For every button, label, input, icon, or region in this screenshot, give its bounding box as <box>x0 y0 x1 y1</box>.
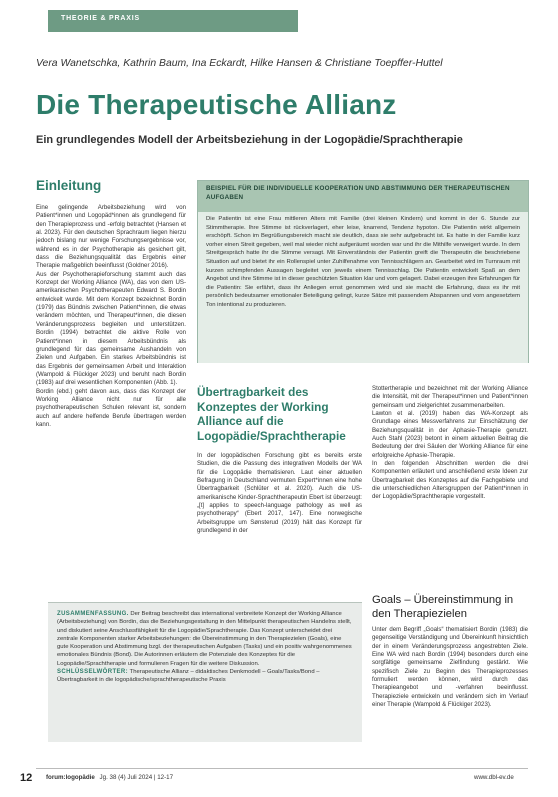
goals-heading: Goals – Übereinstimmung in den Therapiezielen <box>372 594 514 620</box>
example-box-heading: BEISPIEL FÜR DIE INDIVIDUELLE KOOPERATION UND ABSTIMMUNG DER THERAPEUTISCHEN AUFGABEN <box>206 185 510 201</box>
example-box-body <box>198 212 528 363</box>
intro-paragraph: Eine gelingende Arbeitsbeziehung wird von Patient*innen und Logopäd*innen als grundlegend für den Therapieprozess und -erfolg betrachtet (Hansen et al. 2023). Für den deutschen Sprachraum liegen hierzu jedoch bislang nur wenige Forschungsergebnisse vor, während es in der Psychotherapie als gesichert gilt, dass die Beziehungsqualität das Ergebnis einer Therapie maßgeblich beeinflusst (Goldner 2016). <box>36 204 186 270</box>
page-number: 12 <box>20 772 33 784</box>
footer-divider <box>36 768 528 769</box>
goals-paragraph: Unter dem Begriff „Goals“ thematisiert Bordin (1983) die gegenseitige Verständigung und Übereinkunft hinsichtlich der in einem Veränderungsprozess angestrebten Ziele. Eine WA wird nach Bordin (1994) besonders durch eine sorgfältige gemeinsame Zielfindung gestärkt. Wie spezifisch Ziele zu Beginn des Therapieprozesses formuliert werden können, wird durch das Therapieangebot und -verfahren beeinflusst. Therapieziele entwickeln und verändern sich im Verlauf einer Therapie (Wampold & Flückiger 2023). <box>372 626 528 709</box>
article-subtitle: Ein grundlegendes Modell der Arbeitsbeziehung in der Logopädie/Sprachtherapie <box>36 134 463 146</box>
intro-paragraph: Bordin (ebd.) geht davon aus, dass das Konzept der Working Alliance nicht nur für alle psychotherapeutischen Schulen relevant ist, sondern auch auf andere helfende Berufe übertragen werden kann. <box>36 387 186 428</box>
section-label-bar <box>48 10 298 32</box>
keywords-label: SCHLÜSSELWÖRTER: <box>57 669 129 676</box>
transfer-paragraph: In der logopädischen Forschung gibt es bereits erste Studien, die die Passung des integrativen Modells der WA für die Logopädie thematisieren. Laut einer aktuellen Befragung in Deutschland vermuten Expert*innen eine hohe Übertragbarkeit (Schlüter et al. 2020). Auch die US-amerikanische Kinder-Sprachtherapeutin Ebert ist überzeugt: „[t] applies to speech-language pathology as well as psychotherapy“ (Ebert 2017, 147). Eine norwegische Arbeitsgruppe um Sønsterud (2019) hält das Konzept für grundlegend in der <box>197 452 362 535</box>
transfer-text-column <box>197 452 362 577</box>
summary-text: Der Beitrag beschreibt das international verbreitete Konzept der Working Alliance (Arbeitsbeziehung) von Bordin, das die Beziehungsgestaltung in den Mittelpunkt therapeutischen Handelns stellt, und diskutiert seine Anschlussfähigkeit für die Logopädie/Sprachtherapie. Das Konzept unterscheidet drei zentrale Komponenten starker Arbeitsbeziehungen: die Übereinstimmung in den Therapiezielen (Goals), eine gute Kooperation und Abstimmung bzgl. der therapeutischen Aufgaben (Tasks) und ein positiv wahrgenommenes emotionales Bündnis (Bond). Die Autorinnen erläutern die Potenziale des Konzeptes für die Logopädie/Sprachtherapie und formulieren Fragen für die weitere Diskussion. <box>57 611 352 667</box>
example-box-header <box>198 181 528 212</box>
example-box-text: Die Patientin ist eine Frau mittleren Alters mit Familie (drei kleinen Kindern) und kommt in der 6. Stunde zur Stimmtherapie. Ihre Stimme ist rückverlagert, eher leise, knarrend, Tendenz hypoton. Die Patientin wirkt allgemein erschöpft. Schon im Begrüßungsbereich macht sie deutlich, dass sie sehr aufgebracht ist. Es hatte in der Familie kurz vorher einen Streit gegeben, weil mal wieder nicht aufgeräumt worden war und ihr die Mithilfe verweigert wurde. In dem Streitgespräch hatte ihr die Stimme versagt. Mit Einverständnis der Patientin greift die Therapeutin die beschriebene Situation auf und bietet ihr ein Rollenspiel unter Zuhilfenahme von Tennisschlägern an. Gearbeitet wird im Turnraum mit kurzen schimpfenden Aussagen begleitet von jeweils einem Tennisschlag. Die Patientin entwickelt Spaß an dem Angebot und ihre Stimme ist in dieser geschützten Situation klar und vom gelagert. Dabei erzeugen ihre Erfahrungen für die Patientin: Sie erfährt, dass ihr Anliegen ernst genommen wird und sie macht die Erfahrung, dass es ihr mit persönlich bedeutsamer emotionaler Beteiligung gelingt, kurze Sätze mit passendem Abspannen und vorn angesetztem Ton intentional zu produzieren. <box>206 216 520 308</box>
right-text-column <box>372 385 528 585</box>
transfer-heading: Übertragbarkeit des Konzeptes der Working Alliance auf die Logopädie/Sprachtherapie <box>197 385 346 443</box>
intro-heading: Einleitung <box>36 178 102 193</box>
article-title: Die Therapeutische Allianz <box>36 89 397 120</box>
footer-journal <box>46 774 173 781</box>
journal-name: forum:logopädie <box>46 774 95 781</box>
right-paragraph: Lawton et al. (2019) haben das WA-Konzept als Grundlage eines Messverfahrens zur Einschätzung der Beziehungsqualität in der Aphasie-Therapie genutzt. Auch Stahl (2023) betont in einem aktuellen Beitrag die Bedeutung der drei Säulen der Working Alliance für eine erfolgreiche Aphasie-Therapie. <box>372 410 528 459</box>
journal-issue: Jg. 38 (4) Juli 2024 | 12-17 <box>99 774 174 781</box>
summary-paragraph <box>57 610 353 668</box>
footer-url[interactable]: www.dbl-ev.de <box>474 774 514 781</box>
right-paragraph: In den folgenden Abschnitten werden die drei Komponenten erläutert und anschließend erste Ideen zur Übertragbarkeit des Konzeptes auf die Fachgebiete und die unterschiedlichen Altersgruppen der Patient*innen in der Logopädie/Sprachtherapie vorgestellt. <box>372 460 528 501</box>
intro-paragraph: Aus der Psychotherapieforschung stammt auch das Konzept der Working Alliance (WA), das von dem US-amerikanischen Psychotherapeuten Edward S. Bordin entwickelt wurde. Mit dem Konzept bezeichnet Bordin (1979) das Bündnis zwischen Patient*innen, die etwas verändern möchten, und Therapeut*innen, die diesen Veränderungsprozess begleiten und unterstützen. Bordin (1994) betrachtet die aktive Rolle von Patient*innen in diesem Arbeitsbündnis als grundlegend für das gemeinsame Aushandeln von Zielen und Aufgaben. Ein starkes Arbeitsbündnis ist das Ergebnis der gemeinsamen Arbeit und Interaktion (Wampold & Flückiger 2023) und beruht nach Bordin (1983) auf drei wesentlichen Komponenten (Abb. 1). <box>36 270 186 387</box>
intro-text-column <box>36 204 186 574</box>
section-label: THEORIE & PRAXIS <box>61 15 140 22</box>
goals-text-column <box>372 626 528 746</box>
keywords-paragraph <box>57 668 353 685</box>
keywords-text: Therapeutische Allianz – didaktisches Denkmodell – Goals/Tasks/Bond – Übertragbarkeit in die logopädische/sprachtherapeutische Praxis <box>57 669 320 684</box>
summary-label: ZUSAMMENFASSUNG. <box>57 611 129 617</box>
authors: Vera Wanetschka, Kathrin Baum, Ina Eckardt, Hilke Hansen & Christiane Toepffer-Huttel <box>36 58 443 69</box>
summary-box <box>48 602 362 742</box>
right-paragraph: Stottertherapie und bezeichnet mit der Working Alliance die Intensität, mit der Therapeut*innen und Patient*innen gemeinsam und zielgerichtet zusammenarbeiten. <box>372 385 528 409</box>
example-box <box>197 180 529 363</box>
